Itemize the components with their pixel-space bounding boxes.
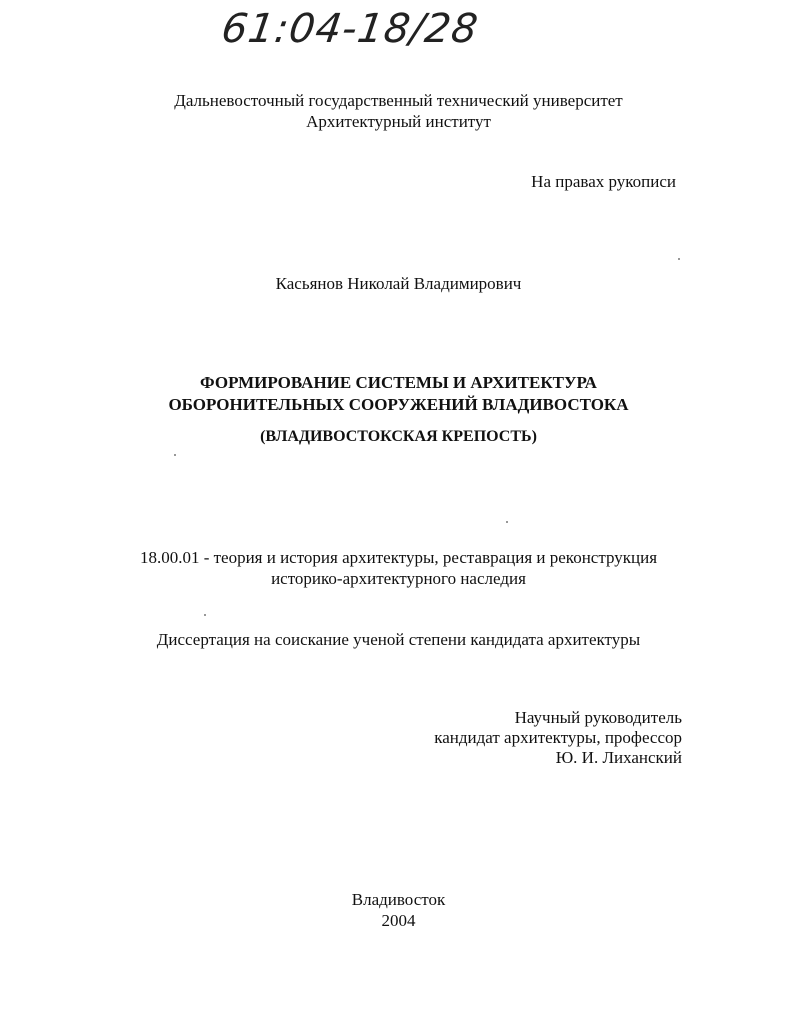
scan-speck <box>204 614 206 616</box>
title-line-1: ФОРМИРОВАНИЕ СИСТЕМЫ И АРХИТЕКТУРА <box>200 373 597 392</box>
specialty-line-1: 18.00.01 - теория и история архитектуры, реставрация и реконструкция <box>139 548 658 567</box>
supervisor-block <box>434 708 682 768</box>
scan-speck <box>678 258 680 260</box>
title-line-2: ОБОРОНИТЕЛЬНЫХ СООРУЖЕНИЙ ВЛАДИВОСТОКА <box>168 395 629 414</box>
rights-note: На правах рукописи <box>531 172 676 191</box>
specialty-block <box>0 547 797 589</box>
university-name: Дальневосточный государственный технический университет <box>174 91 623 110</box>
institute-name: Архитектурный институт <box>306 112 491 131</box>
city: Владивосток <box>351 890 446 909</box>
place-year-block <box>0 889 797 931</box>
thesis-title <box>0 372 797 416</box>
thesis-subtitle: (ВЛАДИВОСТОКСКАЯ КРЕПОСТЬ) <box>260 428 537 445</box>
supervisor-role: Научный руководитель <box>514 708 682 727</box>
author-name: Касьянов Николай Владимирович <box>275 274 522 293</box>
supervisor-title: кандидат архитектуры, профессор <box>434 728 682 747</box>
handwritten-stamp: 61:04-18/28 <box>218 6 482 52</box>
scan-speck <box>174 454 176 456</box>
specialty-line-2: историко-архитектурного наследия <box>271 569 526 588</box>
year: 2004 <box>381 911 416 930</box>
institution-block <box>0 90 797 132</box>
scan-speck <box>506 521 508 523</box>
supervisor-name: Ю. И. Лиханский <box>555 748 682 767</box>
degree-statement: Диссертация на соискание ученой степени кандидата архитектуры <box>156 630 641 649</box>
